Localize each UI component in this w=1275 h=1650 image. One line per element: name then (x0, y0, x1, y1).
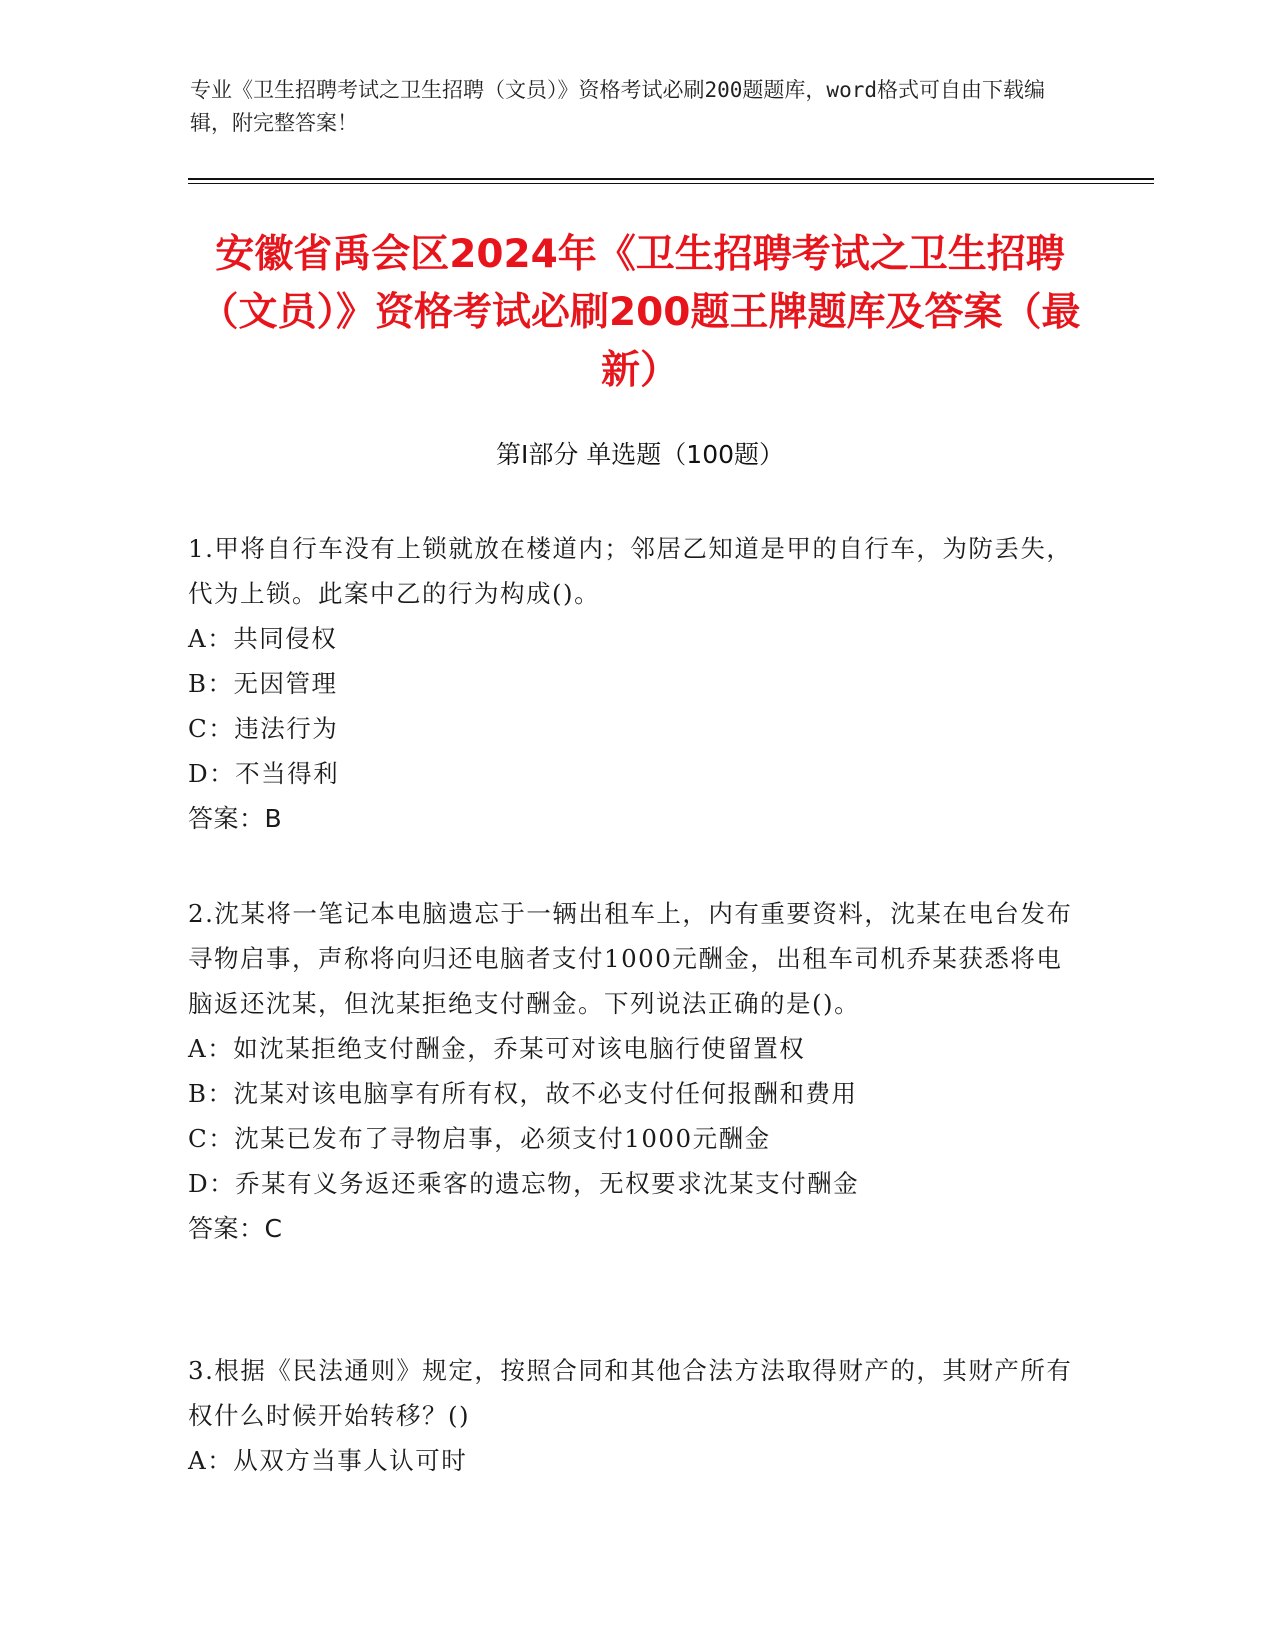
question-1 (188, 526, 1088, 841)
section-title: 第Ⅰ部分 单选题（100题） (495, 440, 785, 469)
option-a: A：共同侵权 (188, 624, 338, 653)
option-a: A：从双方当事人认可时 (188, 1446, 468, 1475)
question-3 (188, 1348, 1088, 1483)
question-2 (188, 891, 1088, 1251)
option-a: A：如沈某拒绝支付酬金，乔某可对该电脑行使留置权 (188, 1034, 806, 1063)
document-title: 安徽省禹会区2024年《卫生招聘考试之卫生招聘（文员）》资格考试必刷200题王牌题库及答案（最新） (199, 232, 1081, 393)
option-d: D：不当得利 (188, 759, 340, 788)
question-stem: 1.甲将自行车没有上锁就放在楼道内；邻居乙知道是甲的自行车，为防丢失，代为上锁。此案中乙的行为构成()。 (188, 534, 1073, 608)
option-b: B：沈某对该电脑享有所有权，故不必支付任何报酬和费用 (188, 1079, 858, 1108)
answer-line: 答案：B (188, 804, 283, 833)
header-divider-thin (188, 183, 1154, 184)
option-b: B：无因管理 (188, 669, 338, 698)
option-c: C：沈某已发布了寻物启事，必须支付1000元酬金 (188, 1124, 771, 1153)
question-stem: 2.沈某将一笔记本电脑遗忘于一辆出租车上，内有重要资料，沈某在电台发布寻物启事，声称将向归还电脑者支付1000元酬金，出租车司机乔某获悉将电脑返还沈某，但沈某拒绝支付酬金。下列说法正确的是()。 (188, 899, 1073, 1018)
option-d: D：乔某有义务返还乘客的遗忘物，无权要求沈某支付酬金 (188, 1169, 860, 1198)
option-c: C：违法行为 (188, 714, 339, 743)
question-stem: 3.根据《民法通则》规定，按照合同和其他合法方法取得财产的，其财产所有权什么时候开始转移？() (188, 1356, 1073, 1430)
header-note: 专业《卫生招聘考试之卫生招聘（文员）》资格考试必刷200题题库，word格式可自由下载编辑，附完整答案！ (190, 78, 1045, 135)
header-divider-thick (188, 178, 1154, 180)
answer-line: 答案：C (188, 1214, 283, 1243)
